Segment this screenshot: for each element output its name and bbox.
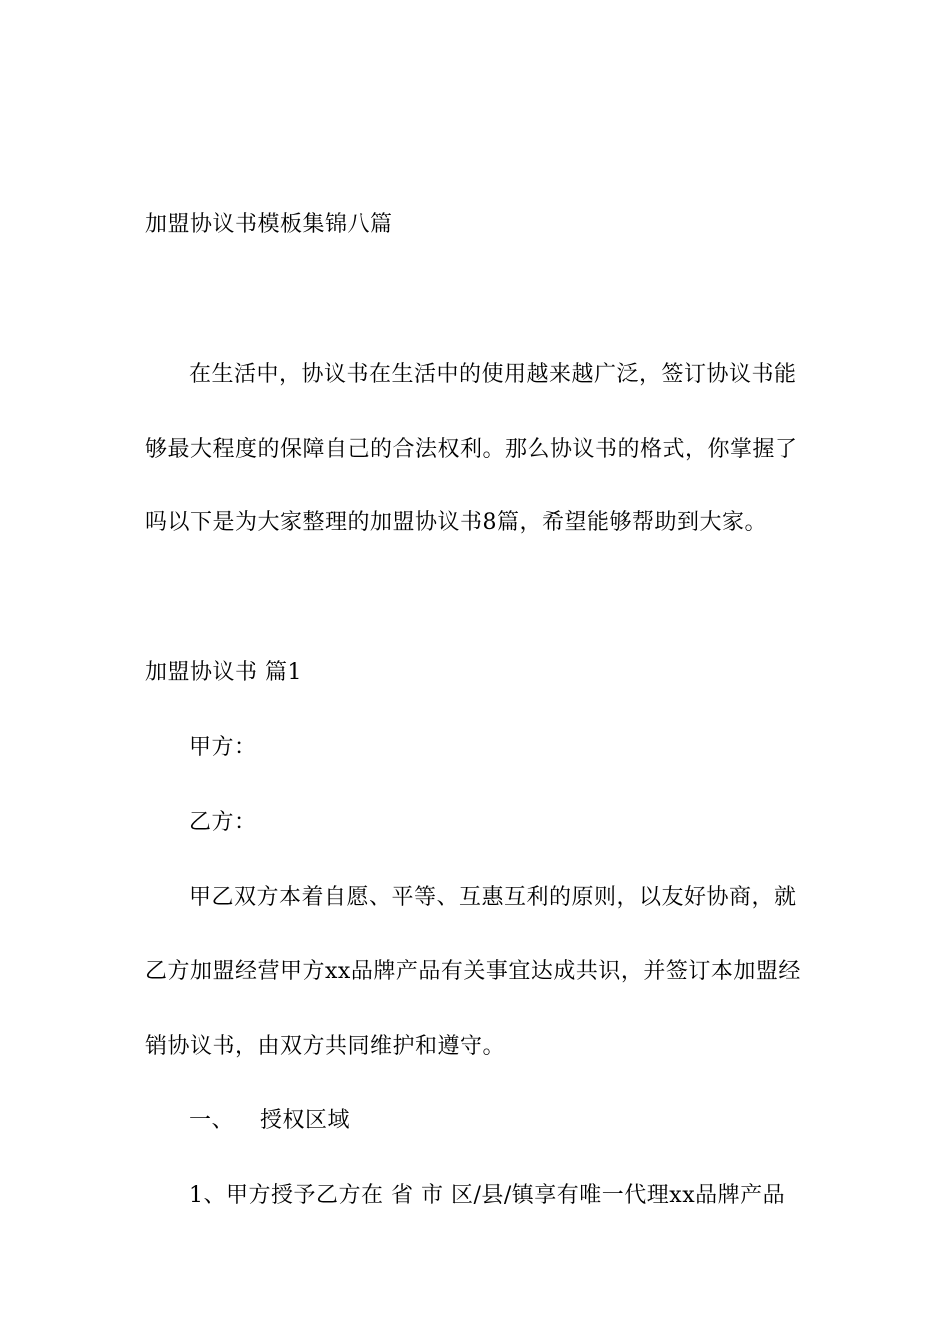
party-a-label: 甲方： — [189, 735, 257, 760]
section-heading: 加盟协议书 篇1 — [145, 660, 302, 685]
agreement-paragraph-line-3: 销协议书，由双方共同维护和遵守。 — [145, 1034, 506, 1059]
article-heading — [189, 1106, 350, 1136]
intro-line-3: 吗以下是为大家整理的加盟协议书8篇，希望能够帮助到大家。 — [145, 510, 767, 535]
article-title: 授权区域 — [260, 1108, 351, 1133]
clause-line-1: 1、甲方授予乙方在 省 市 区/县/镇享有唯一代理xx品牌产品 — [189, 1183, 786, 1208]
article-number: 一、 — [189, 1108, 235, 1133]
agreement-paragraph-line-2: 乙方加盟经营甲方xx品牌产品有关事宜达成共识，并签订本加盟经 — [145, 959, 801, 984]
intro-line-1: 在生活中，协议书在生活中的使用越来越广泛，签订协议书能 — [189, 362, 797, 387]
intro-line-2: 够最大程度的保障自己的合法权利。那么协议书的格式，你掌握了 — [145, 437, 798, 462]
agreement-paragraph-line-1: 甲乙双方本着自愿、平等、互惠互利的原则，以友好协商，就 — [189, 885, 797, 910]
party-b-label: 乙方： — [189, 810, 257, 835]
document-title: 加盟协议书模板集锦八篇 — [145, 212, 393, 237]
